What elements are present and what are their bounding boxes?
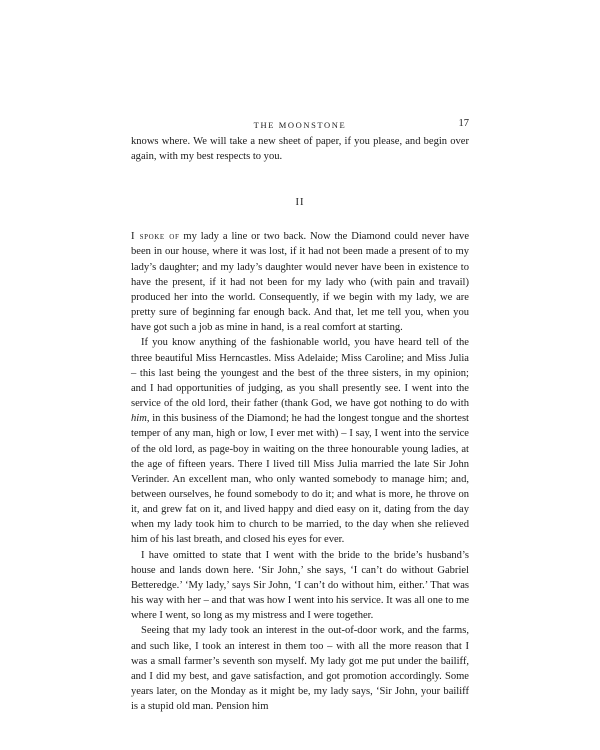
paragraph: Seeing that my lady took an interest in the out-of-door work, and the farms, and such like, I took an interest in them too – with all the more reason that I was a small farmer’s seventh son myself. My lady got me put under the bailiff, and I did my best, and gave satisfaction, and got promotion accordingly. Some years later, on the Monday as it might be, my lady says, ‘Sir John, your bailiff is a stupid old man. Pension him xyxy=(131,625,469,713)
paragraph-text-after: , in this business of the Diamond; he had the longest tongue and the shortest temper of any man, high or low, I ever met with) – I say, I went into the service of the old lord, as page-boy in waiting on the three honourable young ladies, at the age of fifteen years. There I lived till Miss Julia married the late Sir John Verinder. An excellent man, who only wanted somebody to manage him; and, between ourselves, he found somebody to do it; and what is more, he throve on it, and grew fat on it, and lived happy and died easy on it, dating from the day when my lady took him to church to be married, to the day when she relieved him of his last breath, and closed his eyes for ever. xyxy=(131,413,469,546)
paragraph-chapter-opening xyxy=(131,229,469,335)
page-number: 17 xyxy=(458,118,469,129)
italic-word: him xyxy=(131,413,147,425)
running-head-title: THE MOONSTONE xyxy=(253,120,347,130)
paragraph-text-before: If you know anything of the fashionable world, you have heard tell of the three beautiful Miss Herncastles. Miss Adelaide; Miss Caroline; and Miss Julia – this last being the youngest and the best of the three sisters, in my opinion; and I had opportunities of judging, as you shall presently see. I went into the service of the old lord, their father (thank God, we have got nothing to do with xyxy=(131,337,469,410)
paragraph xyxy=(131,335,469,547)
body-text xyxy=(131,134,469,714)
chapter-lead-in: I spoke of xyxy=(131,231,180,243)
chapter-number: II xyxy=(295,197,305,209)
paragraph-text: my lady a line or two back. Now the Diamond could never have been in our house, where it was lost, if it had not been made a present of to my lady’s daughter; and my lady’s daughter would never have been in existence to have the present, if it had not been for my lady who (with pain and travail) produced her into the world. Consequently, if we begin with my lady, we are pretty sure of beginning far enough back. And that, let me tell you, when you have got such a job as mine in hand, is a real comfort at starting. xyxy=(131,231,470,334)
running-head xyxy=(131,118,469,132)
paragraph-continued: knows where. We will take a new sheet of paper, if you please, and begin over again, with my best respects to you. xyxy=(131,136,469,163)
book-page xyxy=(131,118,469,714)
paragraph: I have omitted to state that I went with the bride to the bride’s husband’s house and lands down here. ‘Sir John,’ she says, ‘I can’t do without Gabriel Betteredge.’ ‘My lady,’ says Sir John, ‘I can’t do without him, either.’ That was his way with her – and that was how I went into his service. It was all one to me where I went, so long as my mistress and I were together. xyxy=(131,549,470,622)
